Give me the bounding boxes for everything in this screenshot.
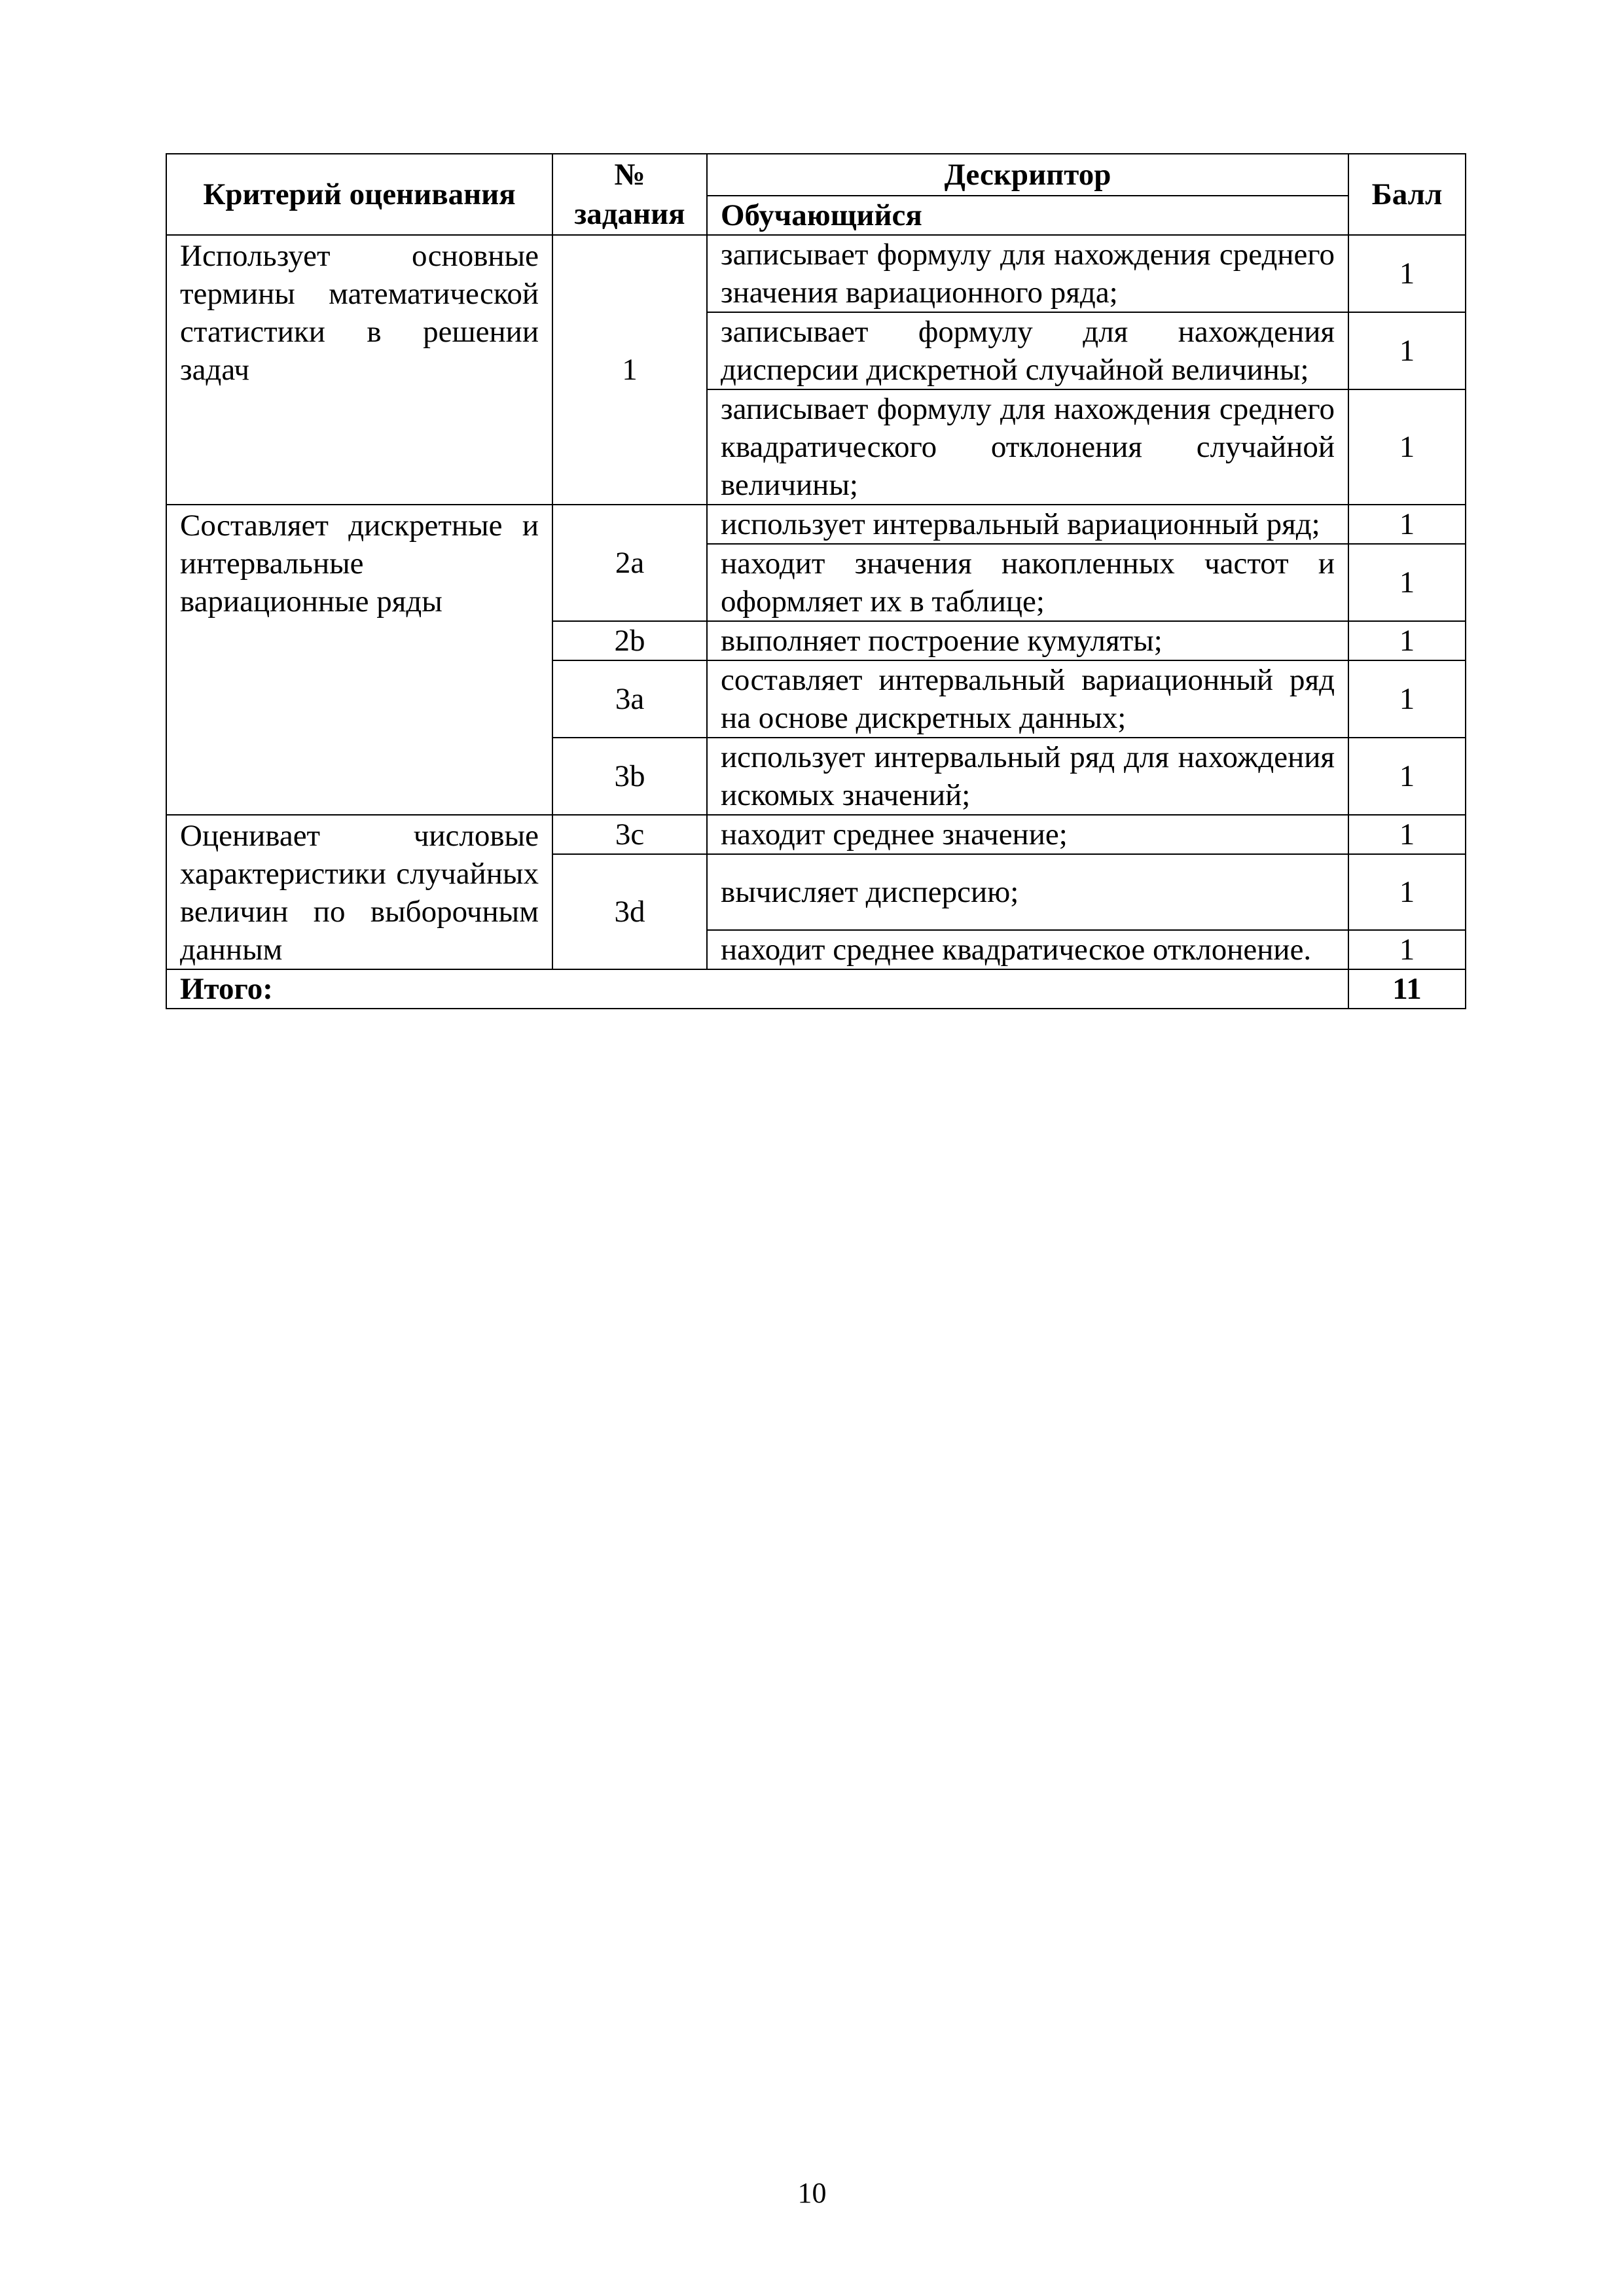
- score-cell: 1: [1348, 738, 1466, 815]
- total-label: Итого:: [166, 969, 1348, 1009]
- task-number-cell: 3c: [552, 815, 707, 854]
- task-number-cell: 1: [552, 235, 707, 505]
- header-learner: Обучающийся: [707, 196, 1348, 235]
- task-number-cell: 2a: [552, 505, 707, 621]
- descriptor-cell: выполняет построение кумуляты;: [707, 621, 1348, 660]
- table-row: [166, 235, 1466, 312]
- table-row: [166, 815, 1466, 854]
- descriptor-cell: использует интервальный вариационный ряд;: [707, 505, 1348, 544]
- task-number-cell: 3b: [552, 738, 707, 815]
- descriptor-cell: вычисляет дисперсию;: [707, 854, 1348, 930]
- score-cell: 1: [1348, 930, 1466, 969]
- header-criterion: Критерий оценивания: [166, 154, 552, 235]
- descriptor-cell: записывает формулу для нахождения среднего значения вариационного ряда;: [707, 235, 1348, 312]
- criterion-cell: Оценивает числовые характеристики случайных величин по выборочным данным: [166, 815, 552, 969]
- score-cell: 1: [1348, 854, 1466, 930]
- header-task-number-label: задания: [574, 197, 685, 231]
- table-row: [166, 505, 1466, 544]
- descriptor-cell: составляет интервальный вариационный ряд на основе дискретных данных;: [707, 660, 1348, 738]
- criterion-cell: Составляет дискретные и интервальные вариационные ряды: [166, 505, 552, 815]
- task-number-cell: 2b: [552, 621, 707, 660]
- header-task-number: [552, 154, 707, 235]
- header-score: Балл: [1348, 154, 1466, 235]
- score-cell: 1: [1348, 544, 1466, 621]
- header-descriptor: Дескриптор: [707, 154, 1348, 196]
- total-score: 11: [1348, 969, 1466, 1009]
- descriptor-cell: использует интервальный ряд для нахождения искомых значений;: [707, 738, 1348, 815]
- descriptor-cell: находит значения накопленных частот и оформляет их в таблице;: [707, 544, 1348, 621]
- assessment-rubric-table: [166, 153, 1466, 1009]
- total-row: [166, 969, 1466, 1009]
- descriptor-cell: находит среднее значение;: [707, 815, 1348, 854]
- header-task-number-symbol: №: [614, 158, 645, 192]
- score-cell: 1: [1348, 235, 1466, 312]
- task-number-cell: 3d: [552, 854, 707, 969]
- score-cell: 1: [1348, 621, 1466, 660]
- page-number: 10: [797, 2177, 827, 2209]
- score-cell: 1: [1348, 312, 1466, 389]
- criterion-cell: Использует основные термины математической статистики в решении задач: [166, 235, 552, 505]
- table-header-row: [166, 154, 1466, 196]
- score-cell: 1: [1348, 389, 1466, 505]
- descriptor-cell: записывает формулу для нахождения среднего квадратического отклонения случайной величины;: [707, 389, 1348, 505]
- descriptor-cell: находит среднее квадратическое отклонение.: [707, 930, 1348, 969]
- descriptor-cell: записывает формулу для нахождения дисперсии дискретной случайной величины;: [707, 312, 1348, 389]
- score-cell: 1: [1348, 815, 1466, 854]
- task-number-cell: 3a: [552, 660, 707, 738]
- score-cell: 1: [1348, 660, 1466, 738]
- score-cell: 1: [1348, 505, 1466, 544]
